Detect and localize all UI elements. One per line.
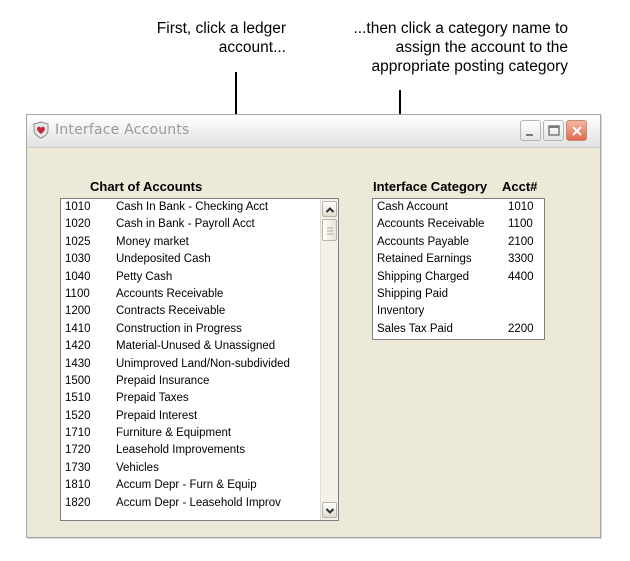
ledger-name: Unimproved Land/Non-subdivided (116, 357, 290, 370)
category-name: Inventory (377, 305, 425, 318)
heart-shield-icon (32, 121, 50, 139)
minimize-button[interactable] (520, 120, 541, 141)
chevron-up-icon (323, 202, 338, 218)
ledger-row-15[interactable] (61, 460, 338, 477)
ledger-number: 1720 (65, 444, 91, 457)
ledger-number: 1510 (65, 392, 91, 405)
ledger-row-13[interactable] (61, 425, 338, 442)
category-name: Sales Tax Paid (377, 322, 453, 335)
ledger-name: Petty Cash (116, 270, 173, 283)
ledger-name: Cash In Bank - Checking Acct (116, 201, 269, 213)
ledger-name: Accum Depr - Furn & Equip (116, 479, 257, 492)
ledger-row-16[interactable] (61, 477, 338, 494)
ledger-number: 1200 (65, 305, 91, 318)
category-name: Accounts Receivable (377, 218, 485, 231)
callout-right (300, 19, 568, 76)
callout-left (100, 19, 286, 57)
callout-right-line-1: ...then click a category name to (353, 20, 568, 37)
ledger-name: Cash in Bank - Payroll Acct (116, 218, 255, 231)
category-name: Cash Account (377, 201, 448, 213)
ledger-name: Prepaid Insurance (116, 374, 210, 387)
close-icon (567, 121, 588, 142)
callout-right-line-3: appropriate posting category (371, 58, 568, 75)
ledger-number: 1820 (65, 496, 91, 509)
ledger-row-11[interactable] (61, 390, 338, 407)
scroll-thumb[interactable] (322, 219, 337, 241)
category-acct: 2200 (508, 322, 534, 335)
ledger-name: Leasehold Improvements (116, 444, 246, 457)
ledger-row-5[interactable] (61, 286, 338, 303)
category-row-3[interactable] (373, 251, 544, 268)
ledger-number: 1020 (65, 218, 91, 231)
callout-left-line-2: account... (218, 39, 286, 56)
category-name: Shipping Paid (377, 287, 448, 300)
ledger-name: Undeposited Cash (116, 253, 211, 266)
interface-category-label: Interface Category (373, 179, 488, 194)
acct-number-label: Acct# (502, 179, 538, 194)
ledger-name: Prepaid Taxes (116, 392, 189, 405)
ledger-number: 1810 (65, 479, 91, 492)
scroll-up-button[interactable] (322, 201, 337, 217)
ledger-row-17[interactable] (61, 495, 338, 512)
chart-of-accounts-list[interactable] (60, 198, 339, 521)
ledger-number: 1730 (65, 461, 91, 474)
ledger-name: Vehicles (116, 461, 159, 474)
ledger-row-1[interactable] (61, 216, 338, 233)
ledger-row-8[interactable] (61, 338, 338, 355)
title-bar[interactable] (27, 115, 600, 148)
ledger-number: 1520 (65, 409, 91, 422)
category-name: Shipping Charged (377, 270, 470, 283)
ledger-name: Contracts Receivable (116, 305, 226, 318)
window-title: Interface Accounts (55, 122, 190, 138)
ledger-row-2[interactable] (61, 234, 338, 251)
ledger-row-9[interactable] (61, 356, 338, 373)
ledger-name: Furniture & Equipment (116, 427, 232, 440)
ledger-number: 1025 (65, 235, 91, 248)
ledger-number: 1040 (65, 270, 91, 283)
ledger-row-12[interactable] (61, 408, 338, 425)
category-acct: 4400 (508, 270, 534, 283)
chart-of-accounts-label: Chart of Accounts (90, 179, 203, 194)
category-acct: 1010 (508, 201, 534, 213)
ledger-name: Accum Depr - Leasehold Improv (116, 496, 281, 509)
interface-category-list[interactable] (372, 198, 545, 340)
ledger-number: 1500 (65, 374, 91, 387)
category-name: Accounts Payable (377, 235, 470, 248)
ledger-row-3[interactable] (61, 251, 338, 268)
category-row-0[interactable] (373, 199, 544, 216)
close-button[interactable] (566, 120, 587, 141)
ledger-row-7[interactable] (61, 321, 338, 338)
category-row-1[interactable] (373, 216, 544, 233)
ledger-number: 1710 (65, 427, 91, 440)
callout-right-line-2: assign the account to the (395, 39, 568, 56)
chart-rows (61, 199, 338, 512)
category-row-6[interactable] (373, 303, 544, 320)
category-row-4[interactable] (373, 269, 544, 286)
category-acct: 2100 (508, 235, 534, 248)
category-row-2[interactable] (373, 234, 544, 251)
category-name: Retained Earnings (377, 253, 472, 266)
chevron-down-icon (323, 503, 338, 519)
category-acct: 3300 (508, 253, 534, 266)
ledger-number: 1410 (65, 322, 91, 335)
ledger-number: 1010 (65, 201, 91, 213)
ledger-name: Construction in Progress (116, 322, 242, 335)
ledger-row-14[interactable] (61, 442, 338, 459)
ledger-number: 1030 (65, 253, 91, 266)
interface-accounts-window (26, 114, 601, 538)
callout-left-line-1: First, click a ledger (156, 20, 286, 37)
ledger-number: 1430 (65, 357, 91, 370)
category-acct: 1100 (508, 218, 533, 231)
ledger-name: Material-Unused & Unassigned (116, 340, 276, 353)
ledger-name: Prepaid Interest (116, 409, 198, 422)
category-row-7[interactable] (373, 321, 544, 338)
maximize-icon (544, 121, 565, 142)
ledger-row-6[interactable] (61, 303, 338, 320)
maximize-button[interactable] (543, 120, 564, 141)
category-row-5[interactable] (373, 286, 544, 303)
ledger-number: 1420 (65, 340, 91, 353)
ledger-row-0[interactable] (61, 199, 338, 216)
minimize-icon (521, 121, 542, 142)
ledger-name: Accounts Receivable (116, 287, 224, 300)
scroll-down-button[interactable] (322, 502, 337, 518)
chart-scrollbar[interactable] (320, 199, 338, 520)
ledger-number: 1100 (65, 287, 90, 300)
ledger-row-10[interactable] (61, 373, 338, 390)
grip-icon (323, 220, 338, 242)
ledger-row-4[interactable] (61, 269, 338, 286)
ledger-name: Money market (116, 235, 189, 248)
